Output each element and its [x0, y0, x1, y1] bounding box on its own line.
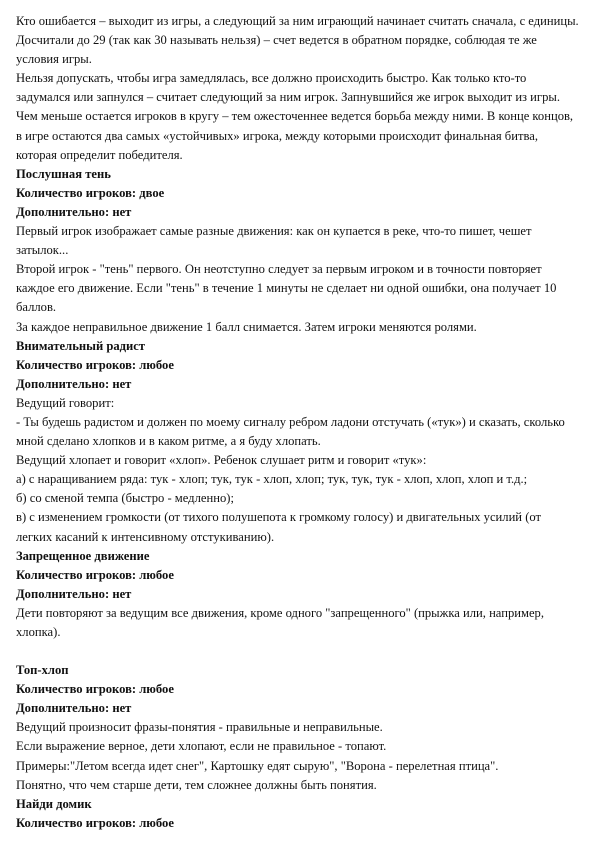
game-players: Количество игроков: двое: [16, 185, 165, 200]
game-text: Понятно, что чем старше дети, тем сложнее должны быть понятия.: [16, 777, 377, 792]
game-text: Примеры:"Летом всегда идет снег", Картошку едят сырую", "Ворона - перелетная птица".: [16, 758, 499, 773]
game-text: За каждое неправильное движение 1 балл снимается. Затем игроки меняются ролями.: [16, 319, 477, 334]
game-title: Найди домик: [16, 796, 92, 811]
game-title: Послушная тень: [16, 166, 111, 181]
game-text: Ведущий произносит фразы-понятия - правильные и неправильные.: [16, 720, 383, 735]
game-extra: Дополнительно: нет: [16, 701, 132, 716]
game-text: Дети повторяют за ведущим все движения, кроме одного "запрещенного" (прыжка или, например, хлопка).: [16, 605, 545, 639]
blank-line: [16, 642, 579, 661]
game-title: Запрещенное движение: [16, 548, 150, 563]
game-text: - Ты будешь радистом и должен по моему сигналу ребром ладони отстучать («тук») и сказать, сколько мной сделано хлопков и в каком ритме, а я буду хлопать.: [16, 414, 565, 449]
game-title: Топ-хлоп: [16, 663, 69, 678]
game-text: Ведущий хлопает и говорит «хлоп». Ребенок слушает ритм и говорит «тук»:: [16, 453, 427, 468]
game-text: Если выражение верное, дети хлопают, если не правильное - топают.: [16, 739, 387, 754]
intro-paragraph: Чем меньше остается игроков в кругу – тем ожесточеннее ведется борьба между ними. В конце концов, в игре остаются два самых «устойчивых» игрока, между которыми происходит финальная битва, которая определит победителя.: [16, 109, 574, 162]
game-text: б) со сменой темпа (быстро - медленно);: [16, 491, 234, 506]
game-text: в) с изменением громкости (от тихого полушепота к громкому голосу) и двигательных усилий (от легких касаний к интенсивному отстукиванию).: [16, 510, 542, 544]
intro-paragraph: Кто ошибается – выходит из игры, а следующий за ним играющий начинает считать сначала, с единицы. Досчитали до 29 (так как 30 называть нельзя) – счет ведется в обратном порядке, соблюдая те же условия игры.: [16, 14, 579, 67]
game-text: Второй игрок - "тень" первого. Он неотступно следует за первым игроком и в точности повторяет каждое его движение. Если "тень" в течение 1 минуты не сделает ни одной ошибки, она получает 10 баллов.: [16, 262, 557, 315]
game-text: Ведущий говорит:: [16, 395, 115, 410]
game-extra: Дополнительно: нет: [16, 376, 132, 391]
game-extra: Дополнительно: нет: [16, 204, 132, 219]
game-title: Внимательный радист: [16, 338, 146, 353]
game-players: Количество игроков: любое: [16, 357, 174, 372]
game-players: Количество игроков: любое: [16, 567, 174, 582]
intro-paragraph: Нельзя допускать, чтобы игра замедлялась, все должно происходить быстро. Как только кто-то задумался или запнулся – считает следующий за ним игрок. Запнувшийся же игрок выходит из игры.: [16, 71, 560, 105]
game-text: Первый игрок изображает самые разные движения: как он купается в реке, что-то пишет, чешет затылок...: [16, 224, 532, 258]
game-extra: Дополнительно: нет: [16, 586, 132, 601]
game-text: а) с наращиванием ряда: тук - хлоп; тук, тук - хлоп, хлоп; тук, тук, тук - хлоп, хлоп, хлоп и т.д.;: [16, 472, 528, 487]
game-players: Количество игроков: любое: [16, 682, 174, 697]
game-players: Количество игроков: любое: [16, 815, 174, 830]
